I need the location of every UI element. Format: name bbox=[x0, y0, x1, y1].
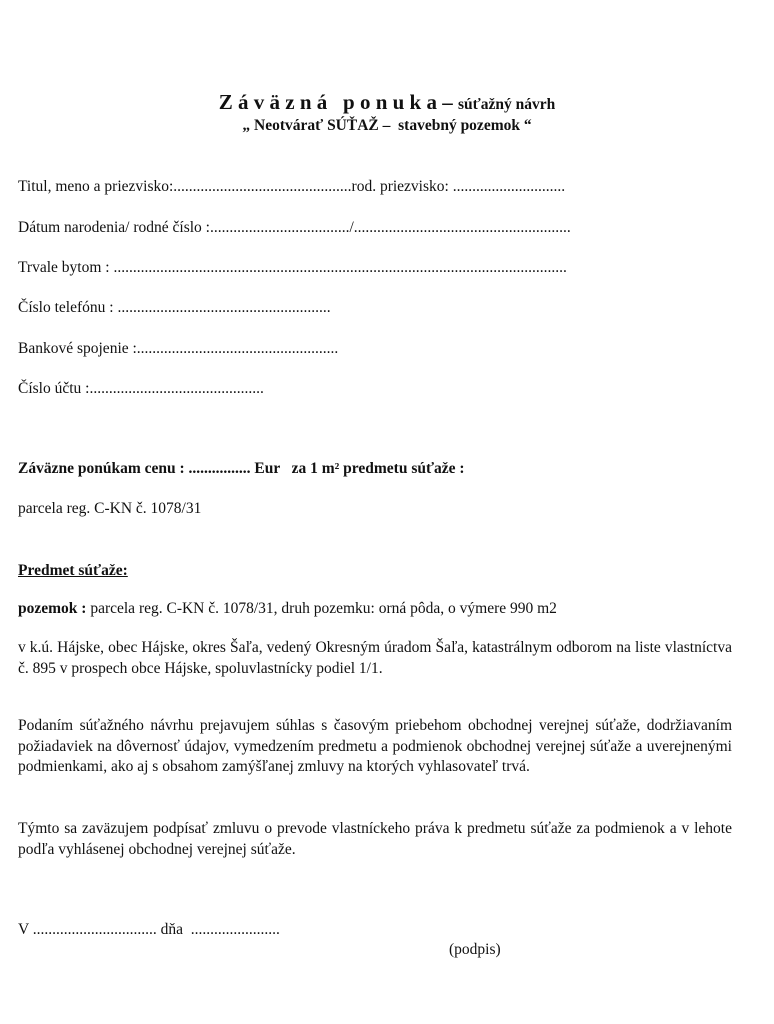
title-suffix: súťažný návrh bbox=[458, 96, 556, 113]
field-phone: Číslo telefónu : ....................................................... bbox=[18, 299, 331, 316]
subject-text: parcela reg. C-KN č. 1078/31, druh pozemku: orná pôda, o výmere 990 m2 bbox=[86, 600, 557, 617]
field-bank: Bankové spojenie :.................................................... bbox=[18, 340, 339, 357]
place-date-line: V ................................ dňa ....................... bbox=[18, 921, 280, 938]
price-offer-line: Záväzne ponúkam cenu : ................ Eur za 1 m² predmetu súťaže : bbox=[18, 460, 465, 477]
field-birth: Dátum narodenia/ rodné číslo :..................................../........................................................ bbox=[18, 219, 571, 236]
subject-heading: Predmet súťaže: bbox=[18, 562, 128, 579]
title-subtitle: „ Neotvárať SÚŤAŽ – stavebný pozemok “ bbox=[242, 117, 532, 134]
consent-paragraph: Podaním súťažného návrhu prejavujem súhlas s časovým priebehom obchodnej verejnej súťaže, dodržiavaním požiadaviek na dôvernosť údajov, vymedzením predmetu a podmienok obchodnej verejnej súťaže a uverejnenými podmienkami, ako aj s obsahom zamýšľanej zmluvy na ktorých vyhlasovateľ trvá. bbox=[18, 717, 732, 775]
title-dash: – bbox=[437, 90, 458, 114]
title-main: Z á v ä z n á p o n u k a bbox=[218, 90, 437, 114]
field-name: Titul, meno a priezvisko:..............................................rod. priezvisko: ............................. bbox=[18, 178, 566, 195]
field-account: Číslo účtu :............................................. bbox=[18, 380, 264, 397]
parcel-line: parcela reg. C-KN č. 1078/31 bbox=[18, 500, 202, 517]
field-address: Trvale bytom : ..................................................................................................................... bbox=[18, 259, 567, 276]
commitment-paragraph: Týmto sa zaväzujem podpísať zmluvu o prevode vlastníckeho práva k predmetu súťaže za podmienok a v lehote podľa vyhlásenej obchodnej verejnej súťaže. bbox=[18, 820, 732, 858]
document-title bbox=[0, 90, 774, 135]
subject-line bbox=[18, 599, 557, 619]
subject-label: pozemok : bbox=[18, 600, 87, 617]
location-paragraph: v k.ú. Hájske, obec Hájske, okres Šaľa, vedený Okresným úradom Šaľa, katastrálnym odborom na liste vlastníctva č. 895 v prospech obce Hájske, spoluvlastnícky podiel 1/1. bbox=[18, 639, 732, 677]
signature-label: (podpis) bbox=[449, 941, 501, 958]
